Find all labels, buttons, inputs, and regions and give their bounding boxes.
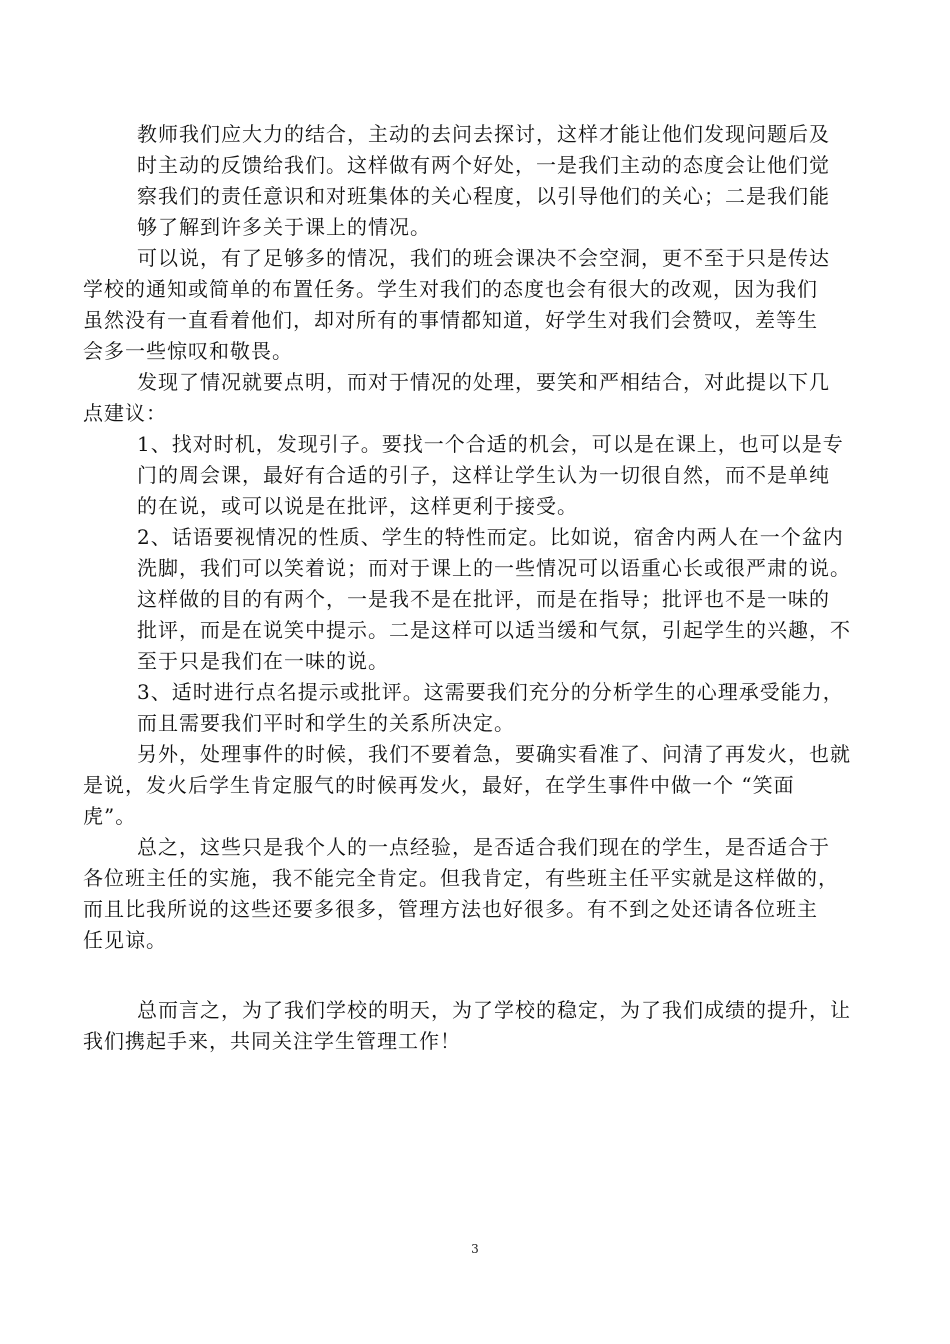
text-line: 够了解到许多关于课上的情况。	[137, 215, 431, 239]
text-line: 各位班主任的实施，我不能完全肯定。但我肯定，有些班主任平实就是这样做的，	[83, 866, 839, 890]
text-line: 而且需要我们平时和学生的关系所决定。	[137, 711, 515, 735]
text-line: 3、适时进行点名提示或批评。这需要我们充分的分析学生的心理承受能力，	[137, 680, 844, 704]
text-line: 会多一些惊叹和敬畏。	[83, 339, 293, 363]
text-line: 1、找对时机，发现引子。要找一个合适的机会，可以是在课上，也可以是专	[137, 432, 844, 456]
text-line: 总而言之，为了我们学校的明天，为了学校的稳定，为了我们成绩的提升，让	[137, 998, 851, 1022]
text-line: 点建议：	[83, 401, 167, 425]
text-line: 这样做的目的有两个，一是我不是在批评，而是在指导；批评也不是一味的	[137, 587, 830, 611]
text-line: 至于只是我们在一味的说。	[137, 649, 389, 673]
text-line: 是说，发火后学生肯定服气的时候再发火，最好，在学生事件中做一个 “笑面	[83, 773, 795, 797]
text-line: 批评，而是在说笑中提示。二是这样可以适当缓和气氛，引起学生的兴趣，不	[137, 618, 851, 642]
text-line: 另外，处理事件的时候，我们不要着急，要确实看准了、问清了再发火，也就	[137, 742, 851, 766]
page-number: 3	[471, 1242, 479, 1256]
body-text	[83, 119, 868, 1057]
text-line: 教师我们应大力的结合，主动的去问去探讨，这样才能让他们发现问题后及	[137, 122, 830, 146]
paragraph-gap	[83, 956, 868, 995]
text-line: 总之，这些只是我个人的一点经验，是否适合我们现在的学生，是否适合于	[137, 835, 830, 859]
text-line: 我们携起手来，共同关注学生管理工作！	[83, 1029, 461, 1053]
text-line: 2、话语要视情况的性质、学生的特性而定。比如说，宿舍内两人在一个盆内	[137, 525, 844, 549]
text-line: 察我们的责任意识和对班集体的关心程度，以引导他们的关心；二是我们能	[137, 184, 830, 208]
text-line: 门的周会课，最好有合适的引子，这样让学生认为一切很自然，而不是单纯	[137, 463, 830, 487]
text-line: 虽然没有一直看着他们，却对所有的事情都知道，好学生对我们会赞叹，差等生	[83, 308, 818, 332]
text-line: 发现了情况就要点明，而对于情况的处理，要笑和严相结合，对此提以下几	[137, 370, 830, 394]
text-line: 时主动的反馈给我们。这样做有两个好处，一是我们主动的态度会让他们觉	[137, 153, 830, 177]
text-line: 洗脚，我们可以笑着说；而对于课上的一些情况可以语重心长或很严肃的说。	[137, 556, 851, 580]
text-line: 虎”。	[83, 804, 137, 828]
text-line: 任见谅。	[83, 928, 167, 952]
text-line: 而且比我所说的这些还要多很多，管理方法也好很多。有不到之处还请各位班主	[83, 897, 818, 921]
text-line: 学校的通知或简单的布置任务。学生对我们的态度也会有很大的改观，因为我们	[83, 277, 818, 301]
text-line: 的在说，或可以说是在批评，这样更利于接受。	[137, 494, 578, 518]
text-line: 可以说，有了足够多的情况，我们的班会课决不会空洞，更不至于只是传达	[137, 246, 830, 270]
